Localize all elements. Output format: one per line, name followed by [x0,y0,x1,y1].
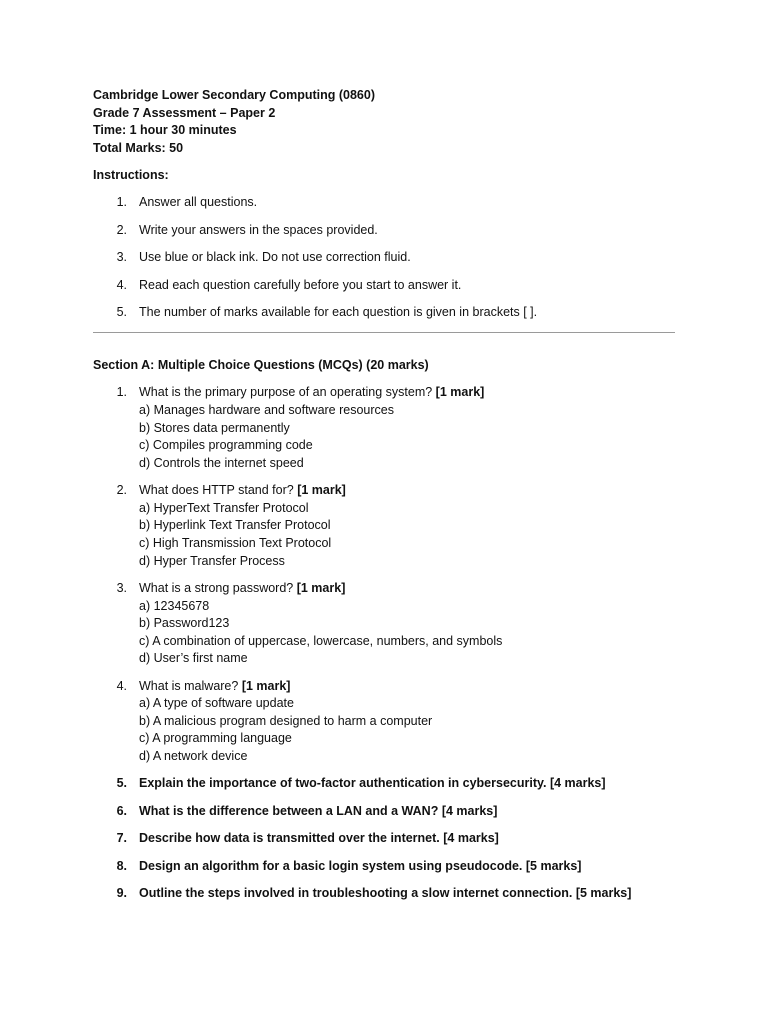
question-marks: [1 mark] [297,483,346,498]
question-number: 1. [116,385,127,400]
total-marks: Total Marks: 50 [93,140,184,155]
instruction-text: Read each question carefully before you start to answer it. [139,277,462,292]
question-number: 9. [116,886,127,900]
instruction-number: 3. [116,250,127,265]
answer-option: d) User’s first name [139,651,248,666]
question-number: 6. [116,803,127,818]
assessment-title: Grade 7 Assessment – Paper 2 [93,105,276,120]
answer-option: d) Hyper Transfer Process [139,553,285,568]
question-number: 7. [116,831,127,846]
question-text: What does HTTP stand for? [139,483,298,498]
question-item [93,830,678,848]
instruction-text: Use blue or black ink. Do not use correction fluid. [139,250,411,265]
answer-option: b) Hyperlink Text Transfer Protocol [139,518,331,533]
answer-option: a) Manages hardware and software resources [139,402,394,417]
course-title: Cambridge Lower Secondary Computing (0860) [93,88,375,102]
instruction-text: The number of marks available for each question is given in brackets [ ]. [139,305,538,320]
answer-option: a) 12345678 [139,598,210,613]
instruction-number: 5. [116,305,127,320]
question-text: What is a strong password? [139,580,297,595]
answer-option: c) A combination of uppercase, lowercase, numbers, and symbols [139,633,503,648]
instruction-item [93,194,678,212]
instructions-list [93,194,678,322]
question-item [93,482,678,570]
question-marks: [1 mark] [296,580,346,595]
question-number: 3. [116,580,127,595]
question-number: 2. [116,483,127,498]
question-text: Describe how data is transmitted over the internet. [4 marks] [139,831,499,846]
answer-option: d) A network device [139,749,248,764]
time-allowed: Time: 1 hour 30 minutes [93,123,237,138]
instruction-text: Answer all questions. [139,195,258,210]
answer-option: b) A malicious program designed to harm a computer [139,713,433,728]
instruction-item [93,277,678,295]
question-marks: [1 mark] [241,678,291,693]
question-item [93,678,678,766]
question-text: What is the primary purpose of an operating system? [139,385,436,400]
answer-option: c) A programming language [139,731,292,746]
document-content [93,87,678,912]
question-item [93,580,678,668]
answer-option: a) A type of software update [139,696,294,711]
question-text: Explain the importance of two-factor authentication in cybersecurity. [4 marks] [139,776,606,791]
instruction-item [93,249,678,267]
instruction-item [93,222,678,240]
instruction-number: 2. [116,222,127,237]
section-a-heading: Section A: Multiple Choice Questions (MCQs) (20 marks) [93,357,429,372]
answer-option: b) Password123 [139,616,230,631]
instruction-text: Write your answers in the spaces provided. [139,222,378,237]
question-text: Design an algorithm for a basic login system using pseudocode. [5 marks] [139,858,582,873]
instruction-item [93,304,678,322]
answer-option: a) HyperText Transfer Protocol [139,500,309,515]
question-marks: [1 mark] [435,385,485,400]
question-item [93,858,678,876]
question-item [93,803,678,821]
answer-option: d) Controls the internet speed [139,455,304,470]
question-number: 5. [116,776,127,791]
question-item [93,775,678,793]
question-text: What is malware? [139,678,242,693]
question-number: 4. [116,678,127,693]
horizontal-divider [93,332,675,333]
question-item [93,384,678,472]
instruction-number: 1. [116,195,127,210]
question-number: 8. [116,858,127,873]
answer-option: c) Compiles programming code [139,438,313,453]
instructions-heading: Instructions: [93,168,169,183]
answer-option: b) Stores data permanently [139,420,290,435]
answer-option: c) High Transmission Text Protocol [139,535,332,550]
question-list [93,384,678,902]
question-text: What is the difference between a LAN and a WAN? [4 marks] [139,803,498,818]
question-item [93,885,678,903]
question-text: Outline the steps involved in troubleshooting a slow internet connection. [5 marks] [139,886,632,900]
instruction-number: 4. [116,277,127,292]
